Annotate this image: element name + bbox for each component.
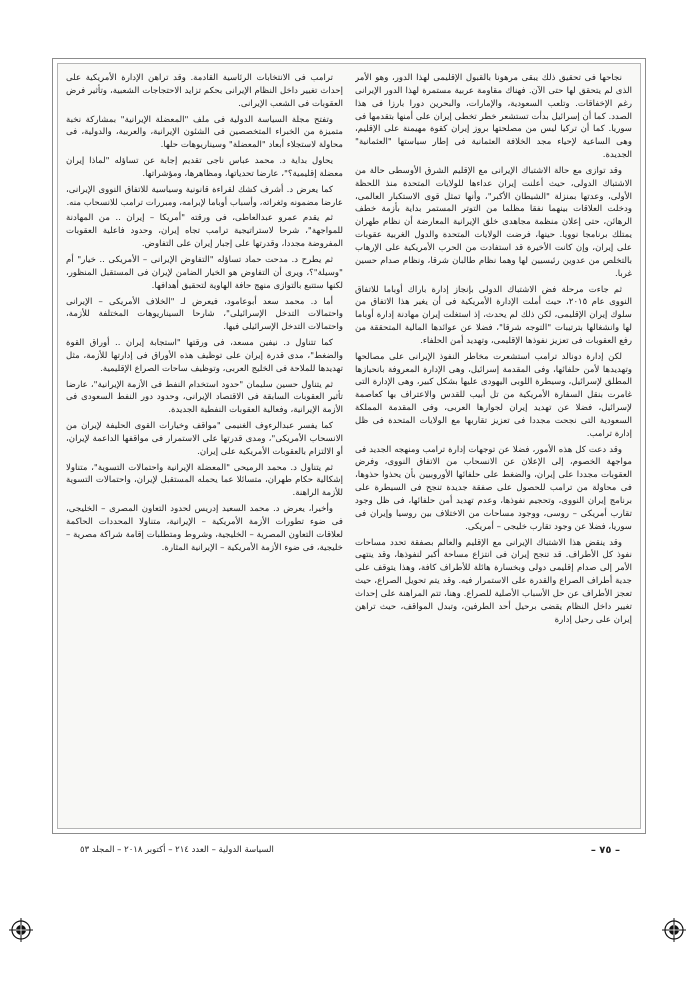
crosshair-registration-icon	[662, 918, 686, 942]
paragraph: ترامب فى الانتخابات الرئاسية القادمة. وقد تراهن الإدارة الأمريكية على إحداث تغيير داخل النظام الإيرانى بحكم تزايد الاحتجاجات الشعبية، وتأثير فرض العقوبات فى الشعب الإيرانى.	[66, 73, 343, 109]
article-frame	[52, 58, 646, 834]
paragraph: يحاول بداية د. محمد عباس ناجى تقديم إجابة عن تساؤله "لماذا إيران معضلة إقليمية؟"، عارضا تحدياتها، ومظاهرها، ومؤشراتها.	[66, 156, 343, 179]
paragraph: نجاحها فى تحقيق ذلك يبقى مرهونا بالقبول الإقليمى لهذا الدور، وهو الأمر الذى لم يتحقق لها حتى الآن. فهناك مقاومة عربية مستمرة لهذا الدور الإيرانى رغم الإخفاقات. وتلعب السعودية، والإمارات، والبحرين دورا بارزا فى هذا الصدد. كما أن إسرائيل بدأت تستشعر خطر تخطى إيران على أمنها بتقدمها فى سوريا. كما أن تركيا ليس من مصلحتها بروز إيران كقوة مهيمنة على الإقليم، وهى الساعية لإحياء مجد الخلافة العثمانية فى إطار سياستها "العثمانية" الجديدة.	[355, 73, 632, 161]
paragraph: أما د. محمد سعد أبوعامود، فيعرض لـ "الخلاف الأمريكى – الإيرانى واحتمالات التدخل الإسرائيلى"، شارحا السيناريوهات المختلفة للأزمة، واحتمالات التدخل الإسرائيلى فيها.	[66, 296, 343, 333]
paragraph: وقد ينقض هذا الاشتباك الإيرانى مع الإقليم والعالم بصفقة تحدد مساحات نفوذ كل الأطراف. قد تنجح إيران فى انتزاع مساحة أكبر لنفوذها، وقد ينتهى الأمر إلى صدام إقليمى دولى وبخسارة هائلة للأطراف كافة، وهذا يتوقف على جدية أطراف الصراع والقدرة على الاستمرار فيه. وقد يتم تحويل الصراع، حيث تعجز الأطراف عن حل الأسباب الأصلية للصراع. وهنا، تتم المراهنة على إحداث تغيير داخل النظام يقضى برحيل أحد الطرفين، وتبدل المواقف، حيث تراهن إيران على رحيل إدارة	[355, 537, 632, 625]
paragraph: وقد دعت كل هذه الأمور، فضلا عن توجهات إدارة ترامب ومنهجه الجديد فى مواجهة الخصوم، إلى الإعلان عن الانسحاب من الاتفاق النووى، وفرض العقوبات مجددا على إيران، والضغط على حلفائها الأوروبيين بأن يحذوا حذوها، فى محاولة من ترامب للحصول على صفقة جديدة تنجح فى السيطرة على برنامج إيران النووى، وتحجيم نفوذها، وعدم تهديد أمن حلفائها، فى ظل وجود تقارب أمريكى – روسى، ووجود مساحات من الاختلاف بين روسيا وإيران فى سوريا، فضلا عن وجود تقارب خليجى – أمريكى.	[355, 444, 632, 532]
paragraph: كما يعرض د. أشرف كشك لقراءة قانونية وسياسية للاتفاق النووى الإيرانى، عارضا مضمونه وثغراته، وأسباب أوباما لإبرامه، ومبررات ترامب للانسحاب منه.	[66, 184, 343, 208]
paragraph: ثم يطرح د. مدحت حماد تساؤله "التفاوض الإيرانى – الأمريكى .. خيار" أم "وسيلة"؟، ويرى أن التفاوض هو الخيار الضامن لإيران فى المستقبل المنظور، لكنها ستتبع بالتوازى منهج حافة الهاوية لتحقيق أهدافها.	[66, 254, 343, 291]
paragraph: وتفتح مجلة السياسة الدولية فى ملف "المعضلة الإيرانية" بمشاركة نخبة متميزة من الخبراء المتخصصين فى الشئون الإيرانية، والعربية، والدولية، فى محاولة لاستجلاء أبعاد "المعضلة" وسيناريوهات حلها.	[66, 114, 343, 151]
paragraph: كما تتناول د. نيفين مسعد، فى ورقتها "استجابة إيران .. أوراق القوة والضغط"، مدى قدرة إيران على توظيف هذه الأوراق فى إدارتها للأزمة، مثل تهديدها للملاحة فى الخليج العربى، وتوظيف ساحات الصراع الإقليمية.	[66, 338, 343, 374]
paragraph: ثم يتناول حسين سليمان "حدود استخدام النفط فى الأزمة الإيرانية"، عارضا تأثير العقوبات السابقة فى الاقتصاد الإيرانى، وحدود دور النفط السعودى فى الأزمة الإيرانية، وفعالية العقوبات النفطية الجديدة.	[66, 379, 343, 416]
page-number: – ٧٥ –	[590, 844, 620, 856]
page-footer	[80, 840, 620, 860]
article-body	[57, 63, 641, 829]
crosshair-registration-icon	[9, 918, 33, 942]
column-right	[355, 72, 632, 822]
paragraph: وأخيرا، يعرض د. محمد السعيد إدريس لحدود التعاون المصرى – الخليجى، فى ضوء تطورات الأزمة الأمريكية – الإيرانية، متناولا المحددات الحاكمة لعلاقات التعاون المصرية – الخليجية، وشروط ومتطلبات إقامة شراكة مصرية – خليجية، فى ضوء الأزمة الأمريكية – الإيرانية المثارة.	[66, 504, 343, 553]
paragraph: لكن إدارة دونالد ترامب استشعرت مخاطر النفوذ الإيرانى على مصالحها وتهديدها لأمن حلفائها، وفى المقدمة إسرائيل، وهى الإدارة المعروفة بانحيازها المطلق لإسرائيل، وسيطرة اللوبى اليهودى عليها بشكل كبير، وهى الإدارة التى غامرت بنقل السفارة الأمريكية من تل أبيب للقدس والاعتراف بها كعاصمة لإسرائيل، فضلا عن تهديد إيران لجوارها العربى، وفى المقدمة المملكة السعودية التى نجحت مجددا فى تعزيز تقاربها مع الولايات المتحدة فى ظل إدارة ترامب.	[355, 351, 632, 439]
paragraph: وقد توازى مع حالة الاشتباك الإيرانى مع الإقليم الشرق الأوسطى حالة من الاشتباك الدولى، حيث أعلنت إيران عداءها للولايات المتحدة منذ اللحظة الأولى، وعدتها بمنزلة "الشيطان الأكبر"، وأنها تمثل قوى الاستكبار العالمى، ودخلت العلاقات بينهما نفقا مظلما من التوتر المستمر بداية بأزمة خطف الرهائن، حتى إعلان منظمة مجاهدى خلق الإيرانية المعارضة أن نظام طهران يمتلك برنامجا نوويا. حينها، فرضت الولايات المتحدة والدول الغربية عقوبات على إيران، وإن كانت الأخيرة قد استفادت من الحرب الأمريكية على الإرهاب بالتخلص من عدوين رئيسيين لها وهما نظام طالبان شرقا، ونظام صدام حسين غربا.	[355, 165, 632, 279]
journal-info: السياسة الدولية – العدد ٢١٤ – أكتوبر ٢٠١٨ – المجلد ٥٣	[80, 845, 274, 855]
paragraph: ثم جاءت مرحلة فض الاشتباك الدولى بإنجاز إدارة باراك أوباما للاتفاق النووى عام ٢٠١٥، حيث أملت الإدارة الأمريكية فى أن يغير هذا الاتفاق من سلوك إيران الإقليمى، لكن ذلك لم يحدث، إذ استغلت إيران مهادنة إدارة أوباما لها وانشغالها بترتيبات "التوجه شرقا"، فضلا عن عوائدها المالية المتحققة من رفع العقوبات فى تعزيز نفوذها الإقليمى، وتهديد أمن الحلفاء.	[355, 284, 632, 346]
paragraph: ثم يقدم عمرو عبدالعاطى، فى ورقته "أمريكا – إيران .. من المهادنة للمواجهة"، شرحا لاستراتيجية ترامب تجاه إيران، وحدود فاعلية العقوبات المفروضة مجددا، وقدرتها على إجبار إيران على التفاوض.	[66, 213, 343, 250]
paragraph: ثم يتناول د. محمد الرميحى "المعضلة الإيرانية واحتمالات التسوية"، متناولا إشكالية حكام طهران، متسائلا عما يحمله المستقبل لإيران، واحتمالات التسوية للأزمة الراهنة.	[66, 462, 343, 499]
column-left	[66, 72, 343, 822]
paragraph: كما يفسر عبدالرءوف الغنيمى "مواقف وخيارات القوى الحليفة لإيران من الانسحاب الأمريكى"، ومدى قدرتها على الاستمرار فى مواقفها الداعمة لإيران، أو الالتزام بالعقوبات الأمريكية على إيران.	[66, 421, 343, 457]
